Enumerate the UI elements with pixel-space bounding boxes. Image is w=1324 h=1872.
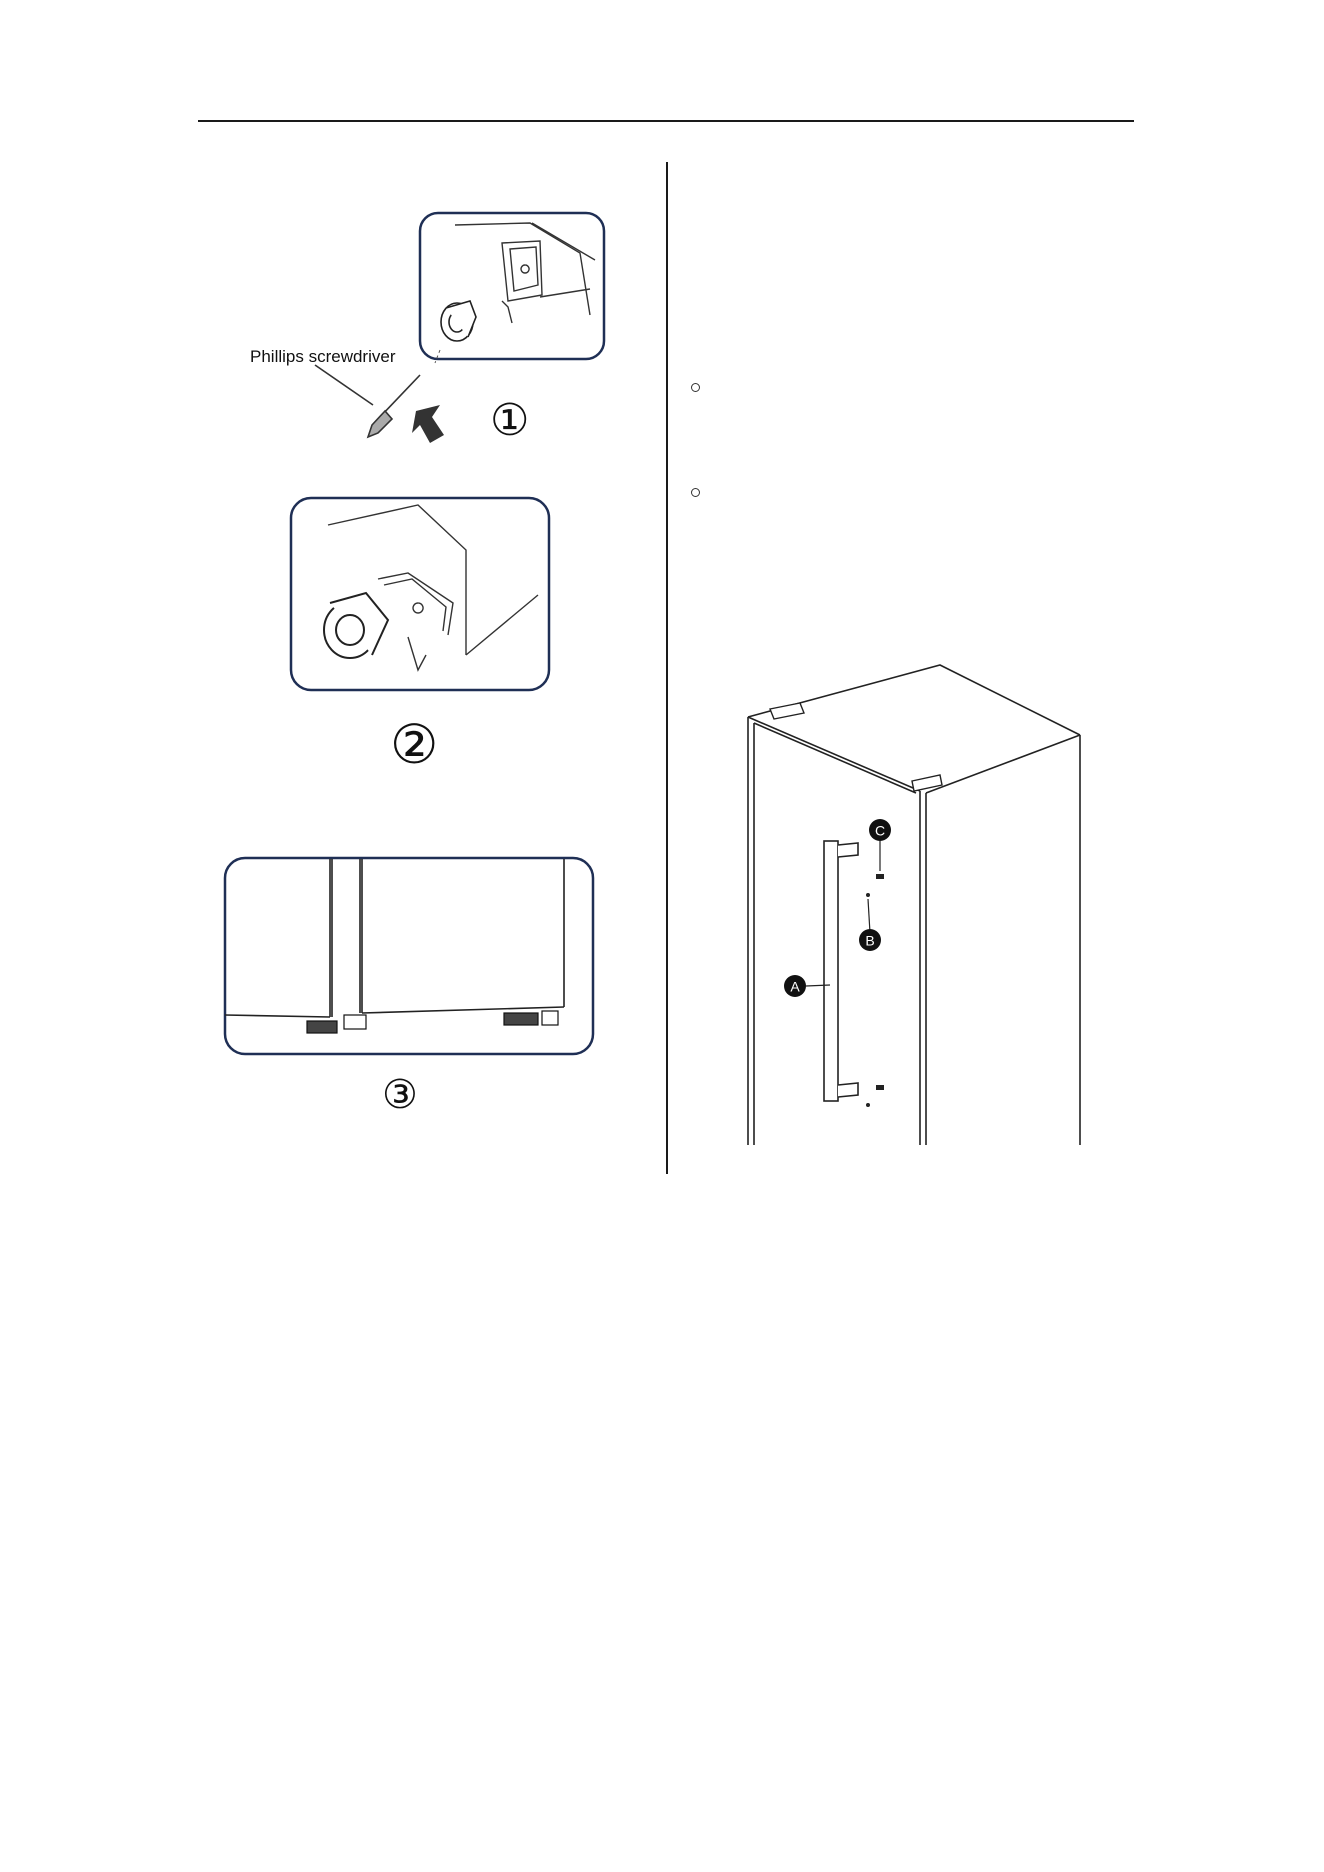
screwdriver-icon [315,365,420,437]
figure-1 [240,205,620,445]
arrow-up-icon [412,405,444,443]
svg-text:A: A [790,978,800,995]
bullet-1 [691,383,700,392]
header-rule [198,120,1134,122]
callout-a [784,975,806,997]
callout-b [859,929,881,951]
step-3-marker: ③ [382,1073,418,1117]
hinge-drawing [770,703,942,791]
screwdriver-label: Phillips screwdriver [250,347,396,366]
column-divider [666,162,668,1174]
svg-text:B: B [865,932,875,949]
bullet-2 [691,488,700,497]
callout-c [869,819,891,841]
figure-4 [780,665,1090,1145]
step-2-marker: ② [390,715,439,775]
figure-3 [222,855,597,1115]
figure-2 [288,495,553,775]
step-1-marker: ① [490,396,530,445]
handle-drawing [824,841,858,1101]
svg-text:C: C [874,822,886,839]
